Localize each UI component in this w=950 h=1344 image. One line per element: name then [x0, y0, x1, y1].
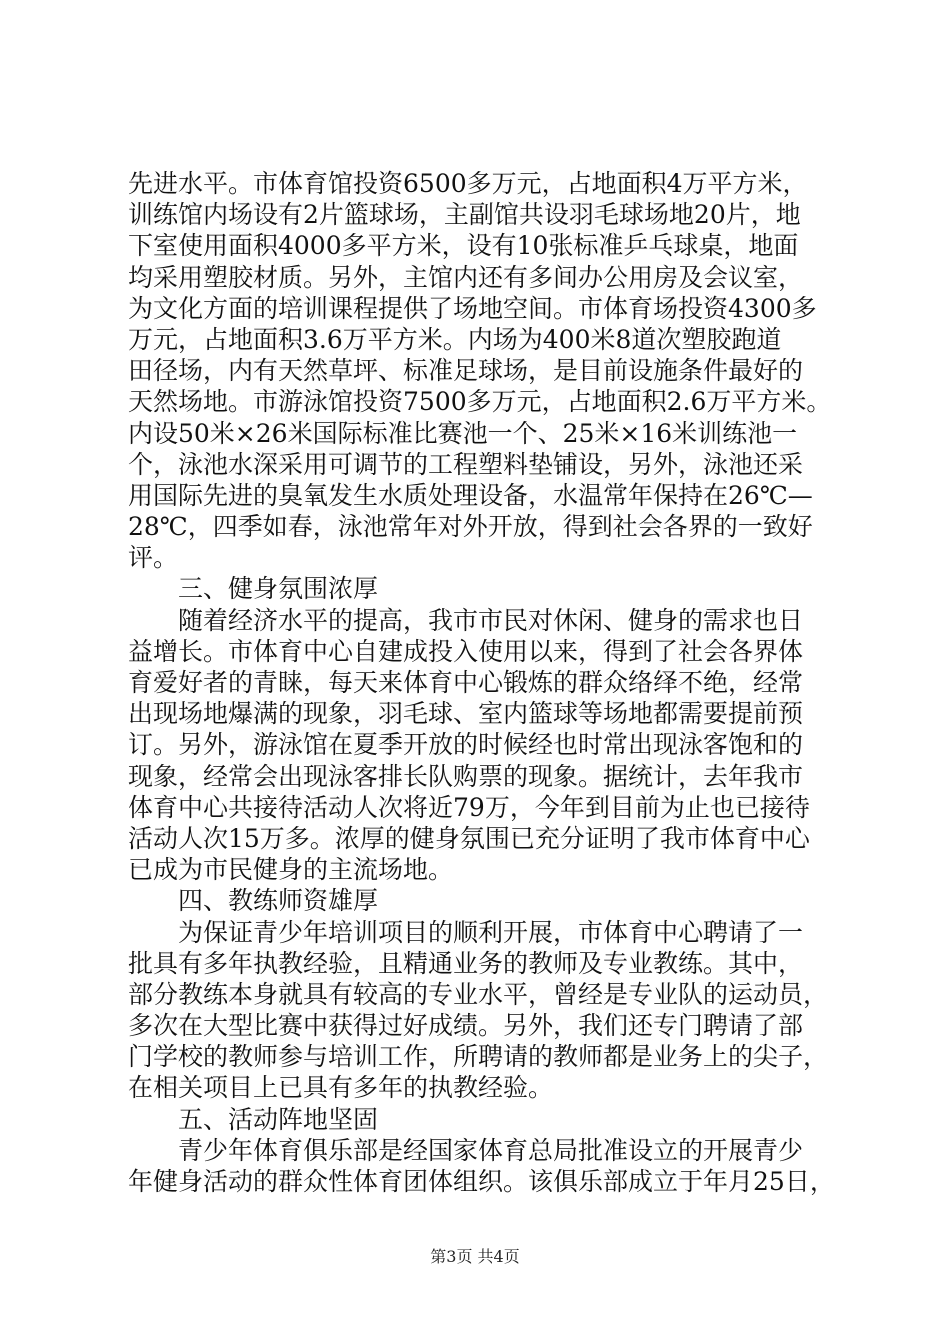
- text-line: 现象，经常会出现泳客排长队购票的现象。据统计，去年我市: [128, 761, 804, 791]
- text-line: 出现场地爆满的现象，羽毛球、室内篮球等场地都需要提前预: [128, 699, 804, 729]
- text-line: 下室使用面积4000多平方米，设有10张标准乒乓球桌，地面: [128, 231, 799, 261]
- text-line: 订。另外，游泳馆在夏季开放的时候经也时常出现泳客饱和的: [128, 730, 804, 760]
- paragraph-first-line: 为保证青少年培训项目的顺利开展，市体育中心聘请了一: [178, 917, 804, 947]
- text-line: 个，泳池水深采用可调节的工程塑料垫铺设，另外，泳池还采: [128, 449, 804, 479]
- text-line: 田径场，内有天然草坪、标准足球场，是目前设施条件最好的: [128, 356, 804, 386]
- text-line: 体育中心共接待活动人次将近79万，今年到目前为止也已接待: [128, 792, 810, 822]
- text-line: 育爱好者的青睐，每天来体育中心锻炼的群众络绎不绝，经常: [128, 668, 804, 697]
- text-line: 均采用塑胶材质。另外，主馆内还有多间办公用房及会议室，: [128, 262, 804, 292]
- text-line: 多次在大型比赛中获得过好成绩。另外，我们还专门聘请了部: [128, 1011, 804, 1041]
- text-line: 益增长。市体育中心自建成投入使用以来，得到了社会各界体: [128, 636, 804, 666]
- text-line: 为文化方面的培训课程提供了场地空间。市体育场投资4300多: [128, 293, 817, 323]
- paragraph-first-line: 青少年体育俱乐部是经国家体育总局批准设立的开展青少: [178, 1135, 804, 1165]
- text-line: 部分教练本身就具有较高的专业水平，曾经是专业队的运动员，: [128, 979, 829, 1009]
- text-line: 训练馆内场设有2片篮球场，主副馆共设羽毛球场地20片，地: [128, 200, 801, 230]
- document-body: [128, 168, 848, 1197]
- text-line: 门学校的教师参与培训工作，所聘请的教师都是业务上的尖子，: [128, 1042, 829, 1072]
- text-line: 天然场地。市游泳馆投资7500多万元，占地面积2.6万平方米。: [128, 387, 832, 417]
- text-line: 万元，占地面积3.6万平方米。内场为400米8道次塑胶跑道: [128, 324, 782, 354]
- text-line: 活动人次15万多。浓厚的健身氛围已充分证明了我市体育中心: [128, 823, 810, 853]
- text-line: 在相关项目上已具有多年的执教经验。: [128, 1073, 554, 1103]
- text-line: 内设50米×26米国际标准比赛池一个、25米×16米训练池一: [128, 418, 798, 448]
- page-number-footer: 第3页 共4页: [430, 1247, 520, 1266]
- text-line: 年健身活动的群众性体育团体组织。该俱乐部成立于年月25日，: [128, 1167, 835, 1196]
- section-heading: 三、健身氛围浓厚: [178, 574, 379, 604]
- section-heading: 四、教练师资雄厚: [178, 886, 379, 916]
- text-line: 28℃，四季如春，泳池常年对外开放，得到社会各界的一致好: [128, 512, 813, 542]
- text-line: 批具有多年执教经验，且精通业务的教师及专业教练。其中，: [128, 948, 804, 978]
- paragraph-first-line: 随着经济水平的提高，我市市民对休闲、健身的需求也日: [178, 605, 804, 635]
- text-line: 用国际先进的臭氧发生水质处理设备，水温常年保持在26℃—: [128, 480, 813, 510]
- text-line: 已成为市民健身的主流场地。: [128, 855, 454, 885]
- section-heading: 五、活动阵地坚固: [178, 1104, 379, 1134]
- text-line: 先进水平。市体育馆投资6500多万元，占地面积4万平方米，: [128, 169, 808, 198]
- text-line: 评。: [128, 543, 179, 573]
